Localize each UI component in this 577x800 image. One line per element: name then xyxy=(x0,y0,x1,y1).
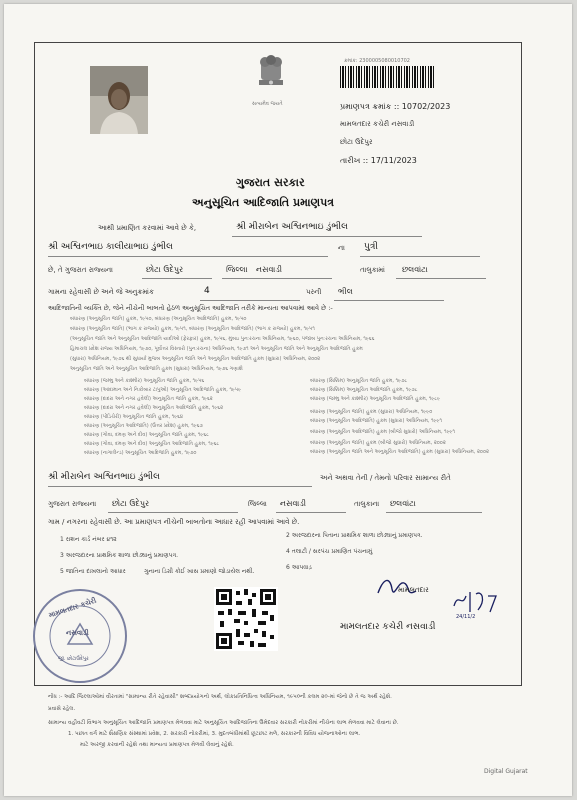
footer-paragraph-tail: માટે અરજી કરવાની રહેશે તથા માન્યતા પ્રમાણપત્ર મેળવી લેવાનું રહેશે. xyxy=(80,742,234,748)
right-list-item: બંધારણ (અનુસૂચિત આદિજાતિ) હુકમ (સુધારા) અધિનિયમ, ૧૯૯૧ xyxy=(310,418,442,424)
caste-value: ભીલ xyxy=(338,287,353,296)
right-list-item: બંધારણ (અનુસૂચિત જાતિ અને અનુસૂચિત આદિજાતિ) હુકમ (સુધારા) અધિનિયમ, ૨૦૦૨ xyxy=(310,449,489,455)
ashoka-emblem-icon xyxy=(251,52,291,98)
caste-label: પરની xyxy=(306,288,322,296)
left-list-item: બંધારણ (જમ્મુ અને કાશ્મીર) અનુસૂચિત જાતિ હુકમ, ૧૯૫૬ xyxy=(84,378,205,384)
order-line: બંધારણ (અનુસૂચિત જાતિ) હુકમ, ૧૯૫૦, બંધારણ (અનુસૂચિત આદિજાતિ) હુકમ, ૧૯૫૦ xyxy=(70,316,247,322)
father-name: શ્રી અશ્વિનભાઇ કાલીયાભાઇ ડુંભીલ xyxy=(48,242,173,252)
right-list-item: બંધારણ (અનુસૂચિત જાતિ) હુકમ (બીજો સુધારો) અધિનિયમ, ૨૦૦૨ xyxy=(310,440,446,446)
village-value-2: છલવાંટા xyxy=(390,499,416,508)
order-line: બંધારણ (અનુસૂચિત જાતિ) (ભાગ ક રાજ્યો) હુકમ, ૧૯૫૧, બંધારણ (અનુસૂચિત આદિજાતિ) (ભાગ ક રાજ્યો) હુકમ, ૧૯૫૧ xyxy=(70,326,315,332)
district-value-2: છોટા ઉદેપુર xyxy=(112,499,150,508)
seal-text-mid: નસવાડી xyxy=(66,629,89,637)
issuing-district: છોટા ઉદેપુર xyxy=(340,138,373,146)
document-item: 3 અરજદારના પ્રાથમિક શાળા છોડ્યાનું પ્રમાણપત્ર. xyxy=(60,552,179,559)
taluka-label: તાલુકામાં xyxy=(360,266,385,274)
certify-intro: આથી પ્રમાણિત કરવામાં આવે છે કે, xyxy=(98,224,197,232)
certificate-title: અનુસૂચિત આદિજાતિ પ્રમાણપત્ર xyxy=(192,196,335,209)
right-list-item: બંધારણ (અનુસૂચિત આદિજાતિ) હુકમ (બીજો સુધારો) અધિનિયમ, ૧૯૯૧ xyxy=(310,429,455,435)
document-item: 6 આપવાડ઼ xyxy=(286,564,312,571)
basis-line: ગામ / નગરના રહેવાસી છે. આ પ્રમાણપત્ર નીચેની બાબતોના આધાર રહી આપવામાં આવે છે. xyxy=(48,518,300,526)
order-line: (સુધારા) અધિનિયમ, ૧૯૭૬ થી સુધાર્યા મુજબ અનુસૂચિત જાતિ અને અનુસૂચિત આદિજાતિ હુકમ (સુધારા) અધિનિયમ, ૨૦૦૨ xyxy=(70,356,321,362)
signature-date: 24/11/2 xyxy=(456,614,476,620)
barcode xyxy=(340,66,436,88)
taluka-label-2: તાલુકાના xyxy=(354,500,380,508)
order-line: અનુસૂચિત જાતિ અને અનુસૂચિત આદિજાતિ હુકમ (સુધારા) અધિનિયમ, ૧૯૭૬ ગણાશે xyxy=(70,366,243,372)
left-list-item: બંધારણ (ગોવા, દમણ અને દીવ) અનુસૂચિત આદિજાતિ હુકમ, ૧૯૬૮ xyxy=(84,441,220,447)
date-scrawl-signature xyxy=(452,588,502,616)
certificate-page xyxy=(4,4,572,796)
applicant-name-repeat: શ્રી મીરાબેન અશ્વિનભાઇ ડુંભીલ xyxy=(48,472,160,482)
document-item: 4 તલાટી / સરપંચ પ્રમાણિત પંચનામું xyxy=(286,548,373,555)
village-value: છલવાંટા xyxy=(402,265,428,274)
issuing-office: મામલતદાર કચેરી નસવાડી xyxy=(340,120,415,128)
seal-text-bottom: જી. છોટાઉદેપુર xyxy=(58,656,89,662)
residence-line: ગામના રહેવાસી છે અને જે અનુક્રમાંક xyxy=(48,288,154,296)
applicant-name: શ્રી મીરાબેન અશ્વિનભાઇ ડુંભીલ xyxy=(236,222,348,232)
officer-title: મામલતદાર કચેરી નસવાડી xyxy=(340,622,436,632)
footer-note-tail: પ્રવાસે રહેલ. xyxy=(48,706,76,712)
right-list-item: બંધારણ (અનુસૂચિત જાતિ) હુકમ (સુધારા) અધિનિયમ, ૧૯૯૦ xyxy=(310,409,433,415)
order-line: (અનુસૂચિત જાતિ અને અનુસૂચિત આદિજાતિ યાદીઓ (ફેરફાર) હુકમ, ૧૯૫૬, મુંબઇ પુનઃરચના અધિનિયમ, ૧૯૬૦, પંજાબ પુનઃરચના અધિનિયમ, ૧૯૬૬ xyxy=(70,336,375,342)
seal-text-top: મામલતદાર કચેરી xyxy=(47,596,98,620)
footer-note: નોંધ :- આદિ જિલ્લાઓમાં વીરતામાં "સામાન્ય રીતે રહેવાસી" શબ્દપ્રયોગનો અર્થ, લોકપ્રતિનિધિત્વ અધિનિયમ, ૧૯૫૦ની કલમ ૨૦-માં જેનો છે તે જ અર્થ રહેશે. xyxy=(48,694,392,700)
relation-label: ના xyxy=(338,244,345,252)
emblem-caption: સત્યમેવ જયતે xyxy=(252,101,283,107)
right-list-item: બંધારણ (જમ્મુ અને કાશ્મીર) અનુસૂચિત આદિજાતિ હુકમ, ૧૯૮૯ xyxy=(310,396,441,402)
document-item: 1 રાશન કાર્ડ નંબર ૪૧૨ xyxy=(60,536,117,543)
digital-gujarat-mark: Digital Gujarat xyxy=(484,768,528,775)
verification-qr-code xyxy=(214,587,278,651)
taluka-value-2: નસવાડી xyxy=(280,499,307,508)
right-list-item: બંધારણ (સિક્કિમ) અનુસૂચિત જાતિ હુકમ, ૧૯૭૮ xyxy=(310,378,408,384)
government-title: ગુજરાત સરકાર xyxy=(236,176,305,189)
applicant-photo xyxy=(90,66,148,134)
taluka-value: નસવાડી xyxy=(256,265,283,274)
footer-items: 1. પછાત વર્ગ માટે શૈક્ષણિક સંસ્થામાં પ્રવેશ, 2. સરકારી નોકરીમાં, 3. મુદતબંધીમાંથી છૂટછાટ મળે, સરકારની વિવિધ યોજનાઓના લાભ. xyxy=(68,731,361,737)
officer-designation: મામલતદાર xyxy=(398,586,429,594)
relation-value: પુત્રી xyxy=(364,242,378,252)
left-list-item: બંધારણ (આંદામાન અને નિકોબાર ટાપુઓ) અનુસૂચિત આદિજાતિ હુકમ, ૧૯૫૯ xyxy=(84,387,242,393)
left-list-item: બંધારણ (અનુસૂચિત આદિજાતિ) (ઉત્તર પ્રદેશ) હુકમ, ૧૯૬૭ xyxy=(84,423,203,429)
district-label: જિલ્લા xyxy=(226,265,248,274)
left-list-item: બંધારણ (દાદરા અને નગર હવેલી) અનુસૂચિત આદિજાતિ હુકમ, ૧૯૬૨ xyxy=(84,405,224,411)
left-list-item: બંધારણ (નાગાલેન્ડ) અનુસૂચિત આદિજાતિ હુકમ, ૧૯૭૦ xyxy=(84,450,197,456)
left-list-item: બંધારણ (પોંડિચેરી) અનુસૂચિત જાતિ હુકમ, ૧૯૬૪ xyxy=(84,414,184,420)
issue-date: તારીખ :: 17/11/2023 xyxy=(340,156,417,165)
barcode-number: ક્રમાંક: 2300005080010702 xyxy=(344,58,410,64)
document-item-tail: ગુનાના ડિગ્રી કોઈ ખાસ પ્રમાણો જોડાયેલ નથી. xyxy=(144,568,255,575)
right-list-item: બંધારણ (સિક્કિમ) અનુસૂચિત આદિજાતિ હુકમ, ૧૯૭૮ xyxy=(310,387,418,393)
family-note: અને અથવા તેની / તેમનો પરિવાર સામાન્ય રીતે xyxy=(320,474,451,482)
schedule-line: આદિજાતિની વ્યક્તિ છે, જેને નીચેની બાબતો હેઠળ અનુસૂચિત આદિજાતિ તરીકે માન્યતા આપવામાં આવે છે :- xyxy=(48,304,333,312)
document-item: 2 અરજદારના પિતાના પ્રાથમિક શાળા છોડ્યાનું પ્રમાણપત્ર. xyxy=(286,532,423,539)
certificate-number: પ્રમાણપત્ર ક્રમાંક :: 10702/2023 xyxy=(340,102,451,111)
residence-state-label: ગુજરાત રાજ્યના xyxy=(48,500,97,508)
district-label-2: જિલ્લા xyxy=(248,500,267,508)
serial-number: 4 xyxy=(204,286,210,296)
state-label: છે, તે ગુજરાત રાજ્યના xyxy=(48,266,113,274)
order-line: હિમાચલ પ્રદેશ રાજ્ય અધિનિયમ, ૧૯૭૦, પૂર્વોત્તર વિસ્તારો (પુનઃરચના) અધિનિયમ, ૧૯૭૧ અને અનુસૂચિત જાતિ અને અનુસૂચિત આદિજાતિ હુકમ xyxy=(70,346,363,352)
footer-paragraph: સામાન્ય વહીવટી વિભાગ અનુસૂચિત આદિજાતિ પ્રમાણપત્ર મેળવવા માટે અનુસૂચિત આદિજાતિના ઉમેદવાર સરકારી નોકરીમાં નીચેના લાભ મેળવવા માટે લેવાના છે. xyxy=(48,720,399,726)
left-list-item: બંધારણ (દાદરા અને નગર હવેલી) અનુસૂચિત જાતિ હુકમ, ૧૯૬૨ xyxy=(84,396,213,402)
document-item: 5 જાતિના દાખલાનો આધાર xyxy=(60,568,126,575)
left-list-item: બંધારણ (ગોવા, દમણ અને દીવ) અનુસૂચિત જાતિ હુકમ, ૧૯૬૮ xyxy=(84,432,209,438)
district-value: છોટા ઉદેપુર xyxy=(146,265,184,274)
